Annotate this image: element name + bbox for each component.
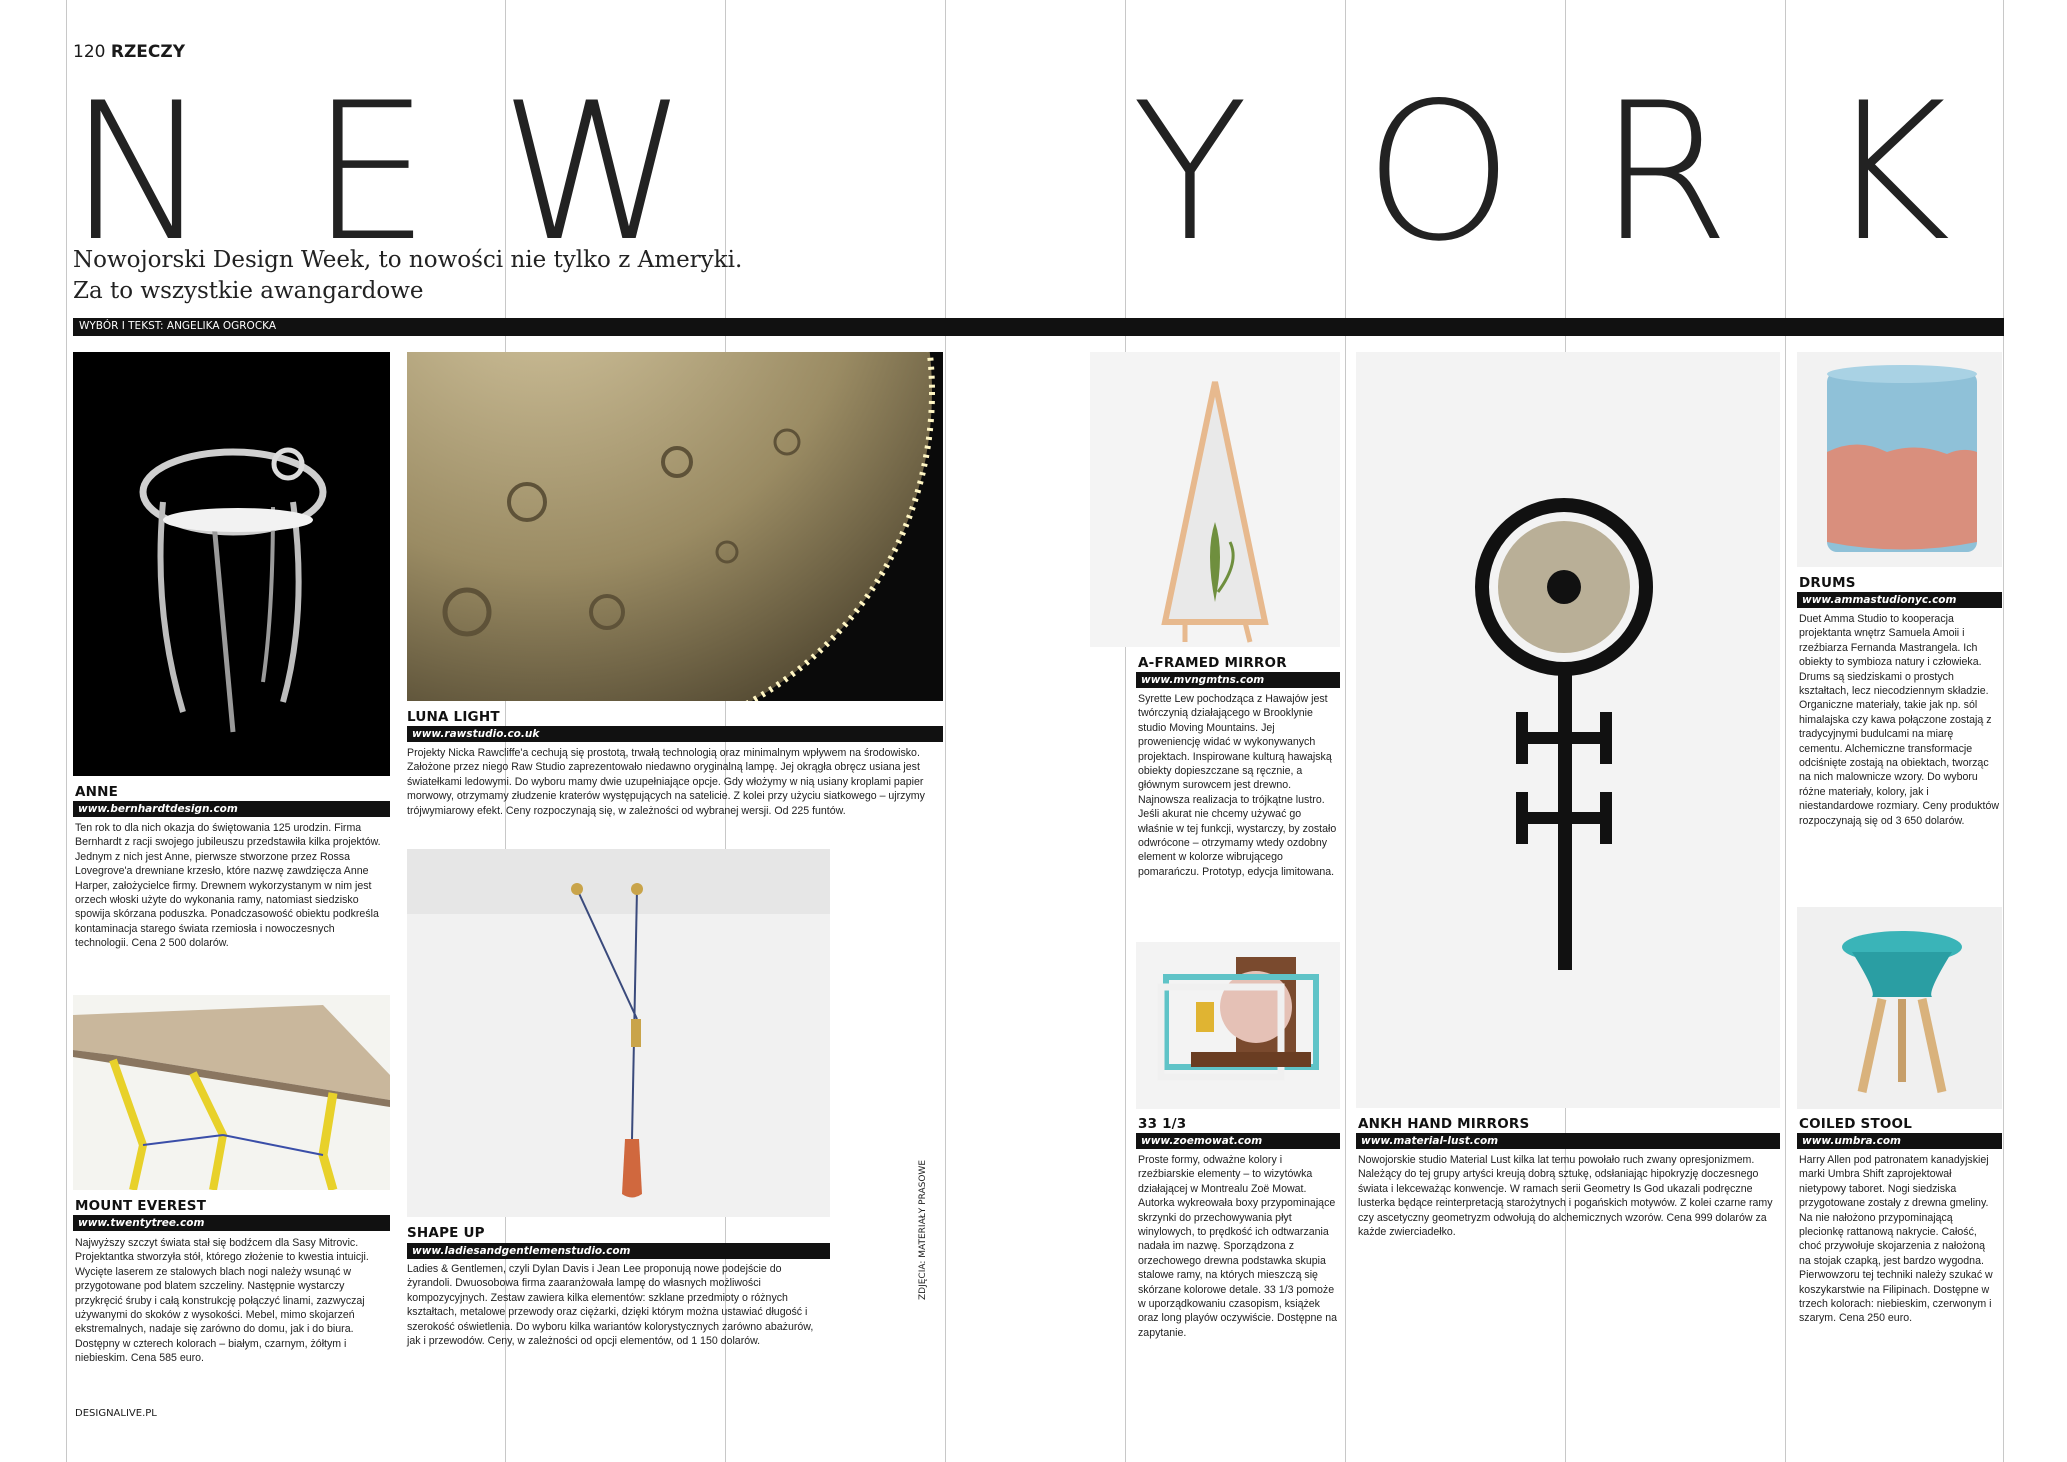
section-name: RZECZY [110,42,186,62]
chair-illustration [73,352,390,776]
headline-letter: N [68,62,211,283]
coiled-stool-illustration [1797,907,2002,1109]
product-url[interactable]: www.material-lust.com [1356,1133,1780,1149]
headline-letter: R [1598,62,1731,283]
product-title: SHAPE UP [407,1225,485,1241]
product-url[interactable]: www.ammastudionyc.com [1797,592,2002,608]
grid-line [945,0,946,1462]
product-title: A-FRAMED MIRROR [1138,655,1287,671]
anne-photo [73,352,390,776]
photo-credit: ZDJĘCIA: MATERIAŁY PRASOWE [918,1159,928,1300]
grid-line [1345,0,1346,1462]
drums-photo [1797,352,2002,567]
product-title: 33 1/3 [1138,1116,1187,1132]
subtitle [73,245,742,307]
product-description: Ladies & Gentlemen, czyli Dylan Davis i Jean Lee proponują nowe podejście do żyrandoli. Dwuosobowa firma zaaranżowała lampę do własnych możliwości kompozycyjnych. Zestaw zawiera kilka elementów: szklane przedmioty o różnych kształtach, metalowe przewody oraz ciężarki, dzięki którym można ustawiać długość i szerokość oświetlenia. Do wyboru kilka wariantów kolorystycznych zarówno abażurów, jak i przewodów. Ceny, w zależności od opcji elementów, od 1 150 dolarów. [407,1263,814,1348]
product-title: MOUNT EVEREST [75,1198,207,1214]
grid-line [66,0,67,1462]
product-description: Harry Allen pod patronatem kanadyjskiej marki Umbra Shift zaprojektował nietypowy taboret. Nogi siedziska przygotowane zostały z drewna gmeliny. Na nie nałożono przypominającą plecionkę rattanową nakrycie. Całość, choć przywołuje skojarzenia z nałożoną na stojak czapką, jest bardzo wygodna. Pierwowzoru tej techniki należy szukać w koszykarstwie na Filipinach. Dostępne w trzech kolorach: niebieskim, czerwonym i szarym. Cena 250 euro. [1799,1154,1993,1325]
grid-line [1785,0,1786,1462]
grid-line [1125,0,1126,1462]
box-photo [1136,942,1340,1109]
stool-photo [1797,907,2002,1109]
product-url[interactable]: www.rawstudio.co.uk [407,726,943,742]
mirror-photo [1090,352,1340,647]
product-title: LUNA LIGHT [407,709,500,725]
product-url[interactable]: www.twentytree.com [73,1215,390,1231]
product-url[interactable]: www.ladiesandgentlemenstudio.com [407,1243,830,1259]
shapeup-photo [407,849,830,1217]
everest-photo [73,995,390,1190]
headline-letter: K [1826,62,1951,283]
product-title: ANNE [75,784,119,800]
drum-stool-illustration [1797,352,2002,567]
product-description: Duet Amma Studio to kooperacja projektanta wnętrz Samuela Amoii i rzeźbiarza Fernanda Mastrangela. Ich obiekty to symbioza natury i człowieka. Drums są siedziskami o prostych kształtach, lecz niecodziennym składzie. Organiczne materiały, takie jak np. sól himalajska czy kawa połączone zostają z tradycyjnymi budulcami na miarę cementu. Alchemiczne transformacje odciśnięte zostają na obiektach, tworząc na nich malownicze wzory. Do wyboru różne materiały, kolory, jak i niestandardowe rozmiary. Ceny produktów rozpoczynają się od 3 650 dolarów. [1799,613,2000,827]
table-illustration [73,995,390,1190]
subtitle-line: Nowojorski Design Week, to nowości nie tylko z Ameryki. [73,247,743,273]
luna-photo [407,352,943,701]
byline-bar [73,318,2004,336]
byline: WYBÓR I TEKST: ANGELIKA OGROCKA [79,320,277,332]
product-url[interactable]: www.umbra.com [1797,1133,2002,1149]
product-url[interactable]: www.mvngmtns.com [1136,672,1340,688]
product-description: Syrette Lew pochodząca z Hawajów jest twórczynią działającego w Brooklynie studio Moving Mountains. Jej proweniencję widać w wykonywanych projektach. Inspirowane kulturą hawajską obiekty dopieszczane są ręcznie, a głównym surowcem jest drewno. Najnowsza realizacja to trójkątne lustro. Jeśli akurat nie chcemy używać go właśnie w tej funkcji, wystarczy, by zostało odwrócone – otrzymamy wtedy ozdobny element w kolorze wibrującego pomarańczu. Prototyp, edycja limitowana. [1138,693,1337,878]
product-description: Najwyższy szczyt świata stał się bodźcem dla Sasy Mitrovic. Projektantka stworzyła stół, którego złożenie to kwestia intuicji. Wycięte laserem ze stalowych blach nogi należy wsunąć w przygotowane pod blatem szczeliny. Następnie wystarczy przykręcić śruby i całą konstrukcję połączyć linami, zazwyczaj używanymi do skoków z wysokości. Mebel, mimo skojarzeń ekstremalnych, nadaje się zarówno do domu, jak i do biura. Dostępny w czterech kolorach – białym, czarnym, żółtym i niebieskim. Cena 585 euro. [75,1237,369,1365]
product-description: Projekty Nicka Rawcliffe'a cechują się prostotą, trwałą technologią oraz minimalnym wpływem na środowisko. Założone przez niego Raw Studio zaprezentowało niedawno oryginalną lampę. Jej okrągła obręcz usiana jest światełkami ledowymi. Do wyboru mamy dwie uzupełniające opcje. Gdy włożymy w nią usiany kroplami papier morwowy, otrzymamy złudzenie kraterów występujących na satelicie. Z kolei przy użyciu siatkowego – ujrzymy trójwymiarowy efekt. Ceny rozpoczynają się, w zależności od wybranej wersji. Od 225 funtów. [407,747,925,817]
product-title: ANKH HAND MIRRORS [1358,1116,1530,1132]
headline-letter: O [1364,62,1514,283]
footer-site: DESIGNALIVE.PL [75,1408,157,1419]
product-title: COILED STOOL [1799,1116,1913,1132]
headline-letter: W [500,62,688,283]
page-number: 120 [73,42,106,62]
triangle-mirror-illustration [1090,352,1340,647]
ankh-photo [1356,352,1780,1108]
subtitle-line: Za to wszystkie awangardowe [73,278,424,304]
product-description: Nowojorskie studio Material Lust kilka lat temu powołało ruch zwany opresjonizmem. Należący do tej grupy artyści kreują dobrą sztukę, odsłaniając hipokryzję doczesnego świata i lekceważąc konwencje. W ramach serii Geometry Is God ukazali podręczne lusterka będące reinterpretacją starożytnych i pogańskich motywów. Z kolei czarne ramy czy ascetyczny geometryzm odwołują do alchemicznych wzorów. Cena 999 dolarów za każde zwierciadełko. [1358,1154,1773,1239]
record-box-illustration [1136,942,1340,1109]
product-description: Ten rok to dla nich okazja do świętowania 125 urodzin. Firma Bernhardt z racji swojego jubileuszu przedstawiła kilka projektów. Jednym z nich jest Anne, pierwsze stworzone przez Rossa Lovegrove'a drewniane krzesło, które nazwę zawdzięcza Anne Harper, założycielce firmy. Drewnem wykorzystanym w nim jest orzech włoski użyte do wykonania ramy, natomiast siedzisko spowija skórzana poduszka. Ponadczasowość obiektu podkreśla kontaminacja starego świata rzemiosła i nowoczesnych technologii. Cena 2 500 dolarów. [75,822,381,950]
product-url[interactable]: www.bernhardtdesign.com [73,801,390,817]
grid-line [2003,0,2004,1462]
product-url[interactable]: www.zoemowat.com [1136,1133,1340,1149]
moon-lamp-illustration [407,352,943,701]
product-description: Proste formy, odważne kolory i rzeźbiarskie elementy – to wizytówka działającej w Montrealu Zoë Mowat. Autorka wykreowała boxy przypominające skrzynki do przechowywania płyt winylowych, to prędkość ich odtwarzania nadała im nazwę. Sporządzona z orzechowego drewna podstawka skupia stalowe ramy, na których mieszczą się skórzane kolorowe detale. 33 1/3 pomoże w uporządkowaniu czasopism, książek oraz long playów oczywiście. Dostępne na zapytanie. [1138,1154,1338,1339]
ankh-mirror-illustration [1356,352,1780,1108]
headline-letter: E [310,62,431,283]
pendant-lamp-illustration [407,849,830,1217]
page-folio [73,42,185,62]
headline-letter: Y [1132,62,1249,283]
product-title: DRUMS [1799,575,1856,591]
